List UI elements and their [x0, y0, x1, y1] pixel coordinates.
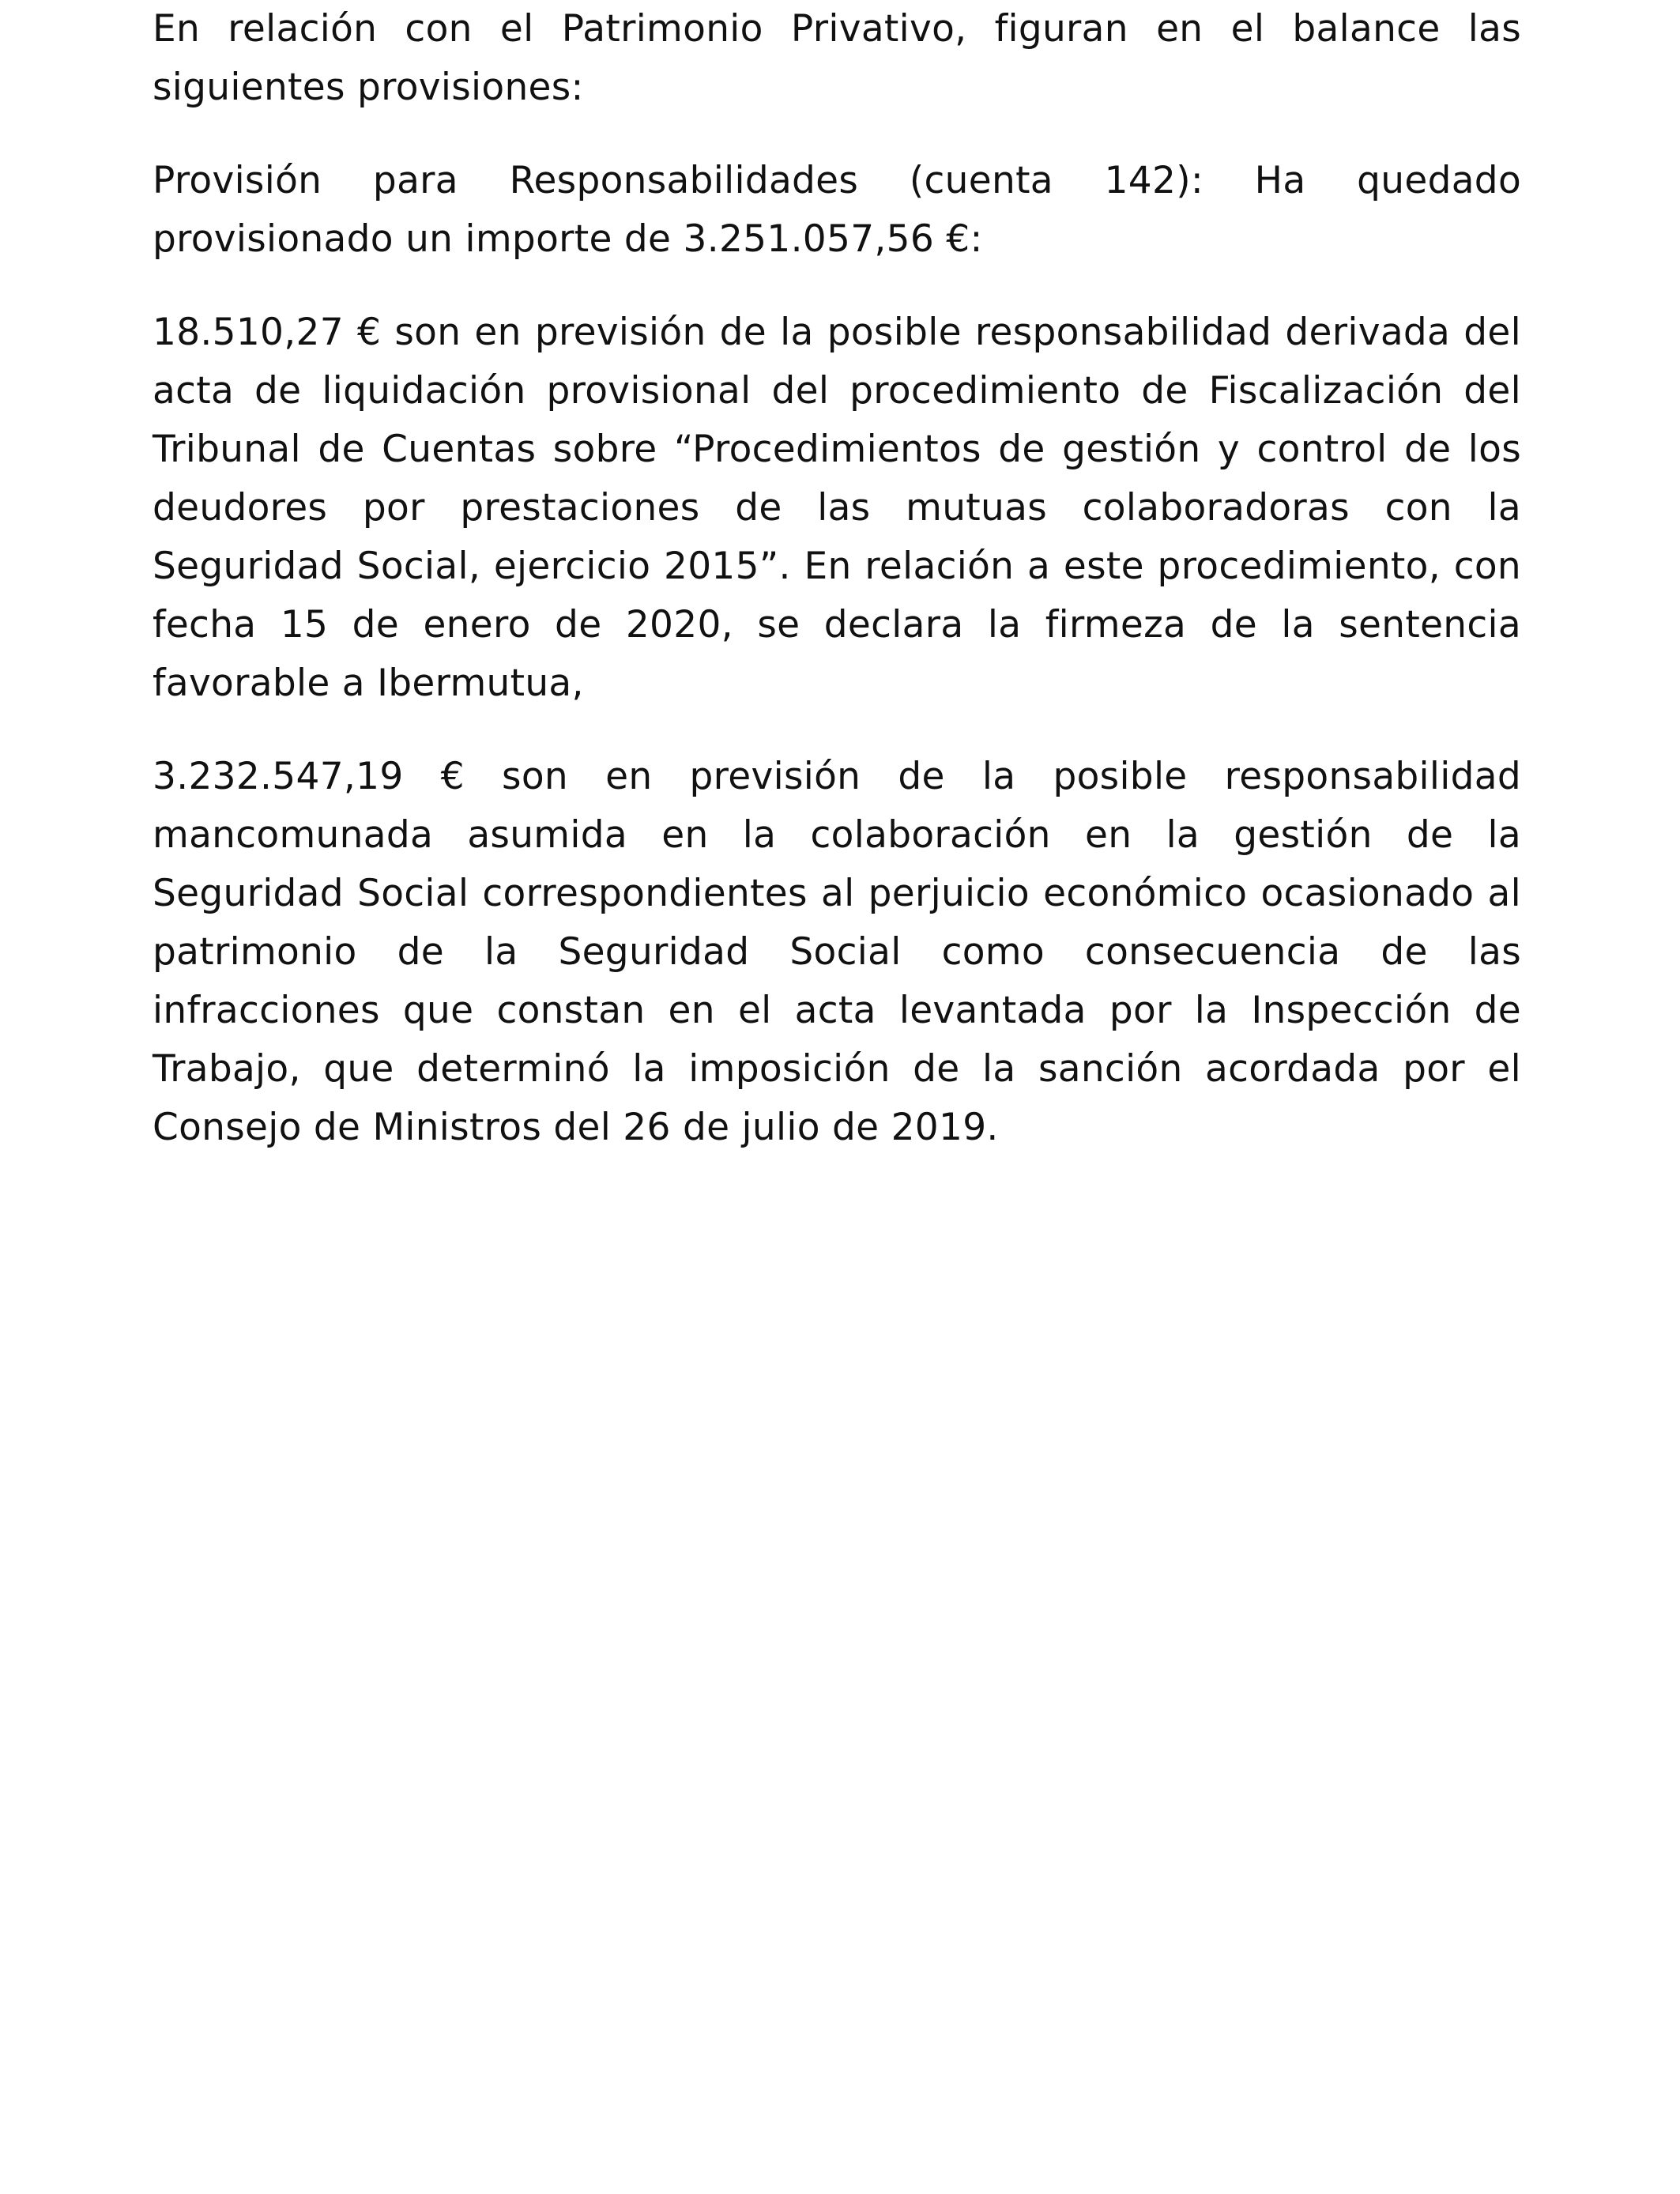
paragraph-provision-account: Provisión para Responsabilidades (cuenta 142): Ha quedado provisionado un importe de 3.251.057,56 €:: [153, 159, 1521, 261]
paragraph-intro: En relación con el Patrimonio Privativo, figuran en el balance las siguientes provisiones:: [153, 7, 1521, 109]
paragraph-tribunal-cuentas: 18.510,27 € son en previsión de la posible responsabilidad derivada del acta de liquidación provisional del procedimiento de Fiscalización del Tribunal de Cuentas sobre “Procedimientos de gestión y control de los deudores por prestaciones de las mutuas colaboradoras con la Seguridad Social, ejercicio 2015”. En relación a este procedimiento, con fecha 15 de enero de 2020, se declara la firmeza de la sentencia favorable a Ibermutua,: [153, 311, 1521, 705]
paragraph-inspeccion-trabajo: 3.232.547,19 € son en previsión de la posible responsabilidad mancomunada asumida en la colaboración en la gestión de la Seguridad Social correspondientes al perjuicio económico ocasionado al patrimonio de la Seguridad Social como consecuencia de las infracciones que constan en el acta levantada por la Inspección de Trabajo, que determinó la imposición de la sanción acordada por el Consejo de Ministros del 26 de julio de 2019.: [153, 755, 1521, 1149]
document-body: [153, 0, 1521, 1192]
